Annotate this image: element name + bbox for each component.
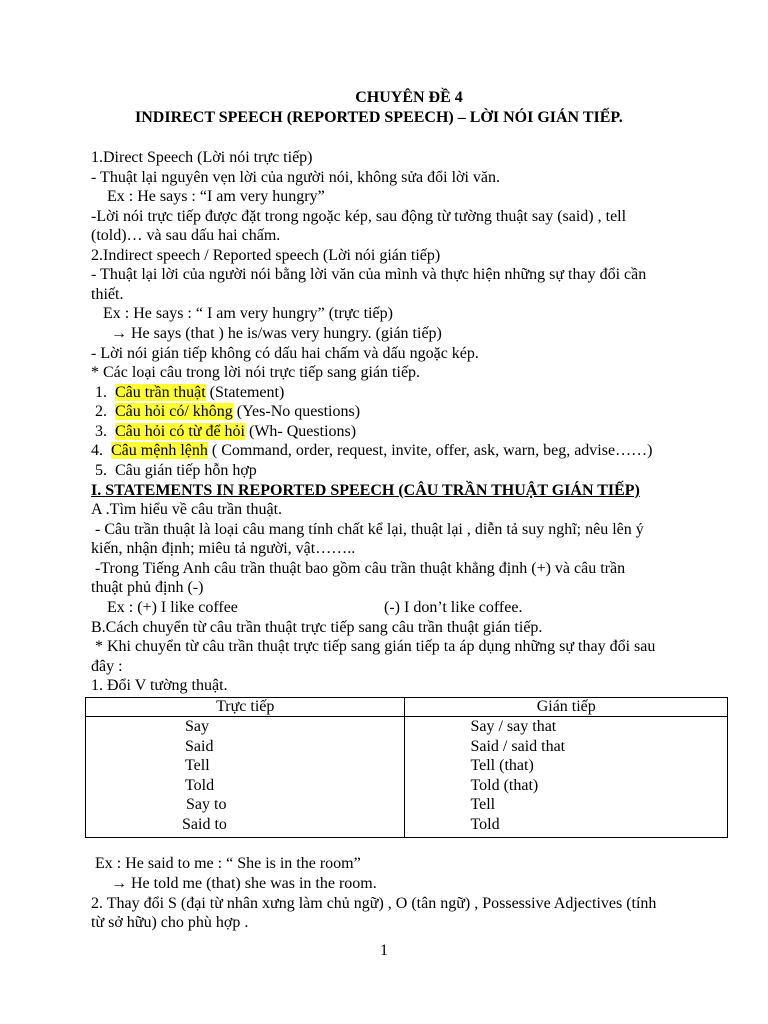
column-header-indirect: Gián tiếp bbox=[405, 698, 728, 717]
table-cell: Tell bbox=[470, 796, 496, 814]
paragraph-line: thiết. bbox=[91, 286, 124, 303]
page-number: 1 bbox=[380, 942, 388, 959]
table-cell: Say / say that bbox=[470, 718, 557, 735]
paragraph-line: - Thuật lại lời của người nói bằng lời văn của mình và thực hiện những sự thay đổi cần bbox=[91, 266, 647, 283]
example-line: Ex : He says : “I am very hungry” bbox=[91, 188, 325, 205]
example-negative: (-) I don’t like coffee. bbox=[384, 599, 523, 616]
highlighted-term: Câu hỏi có/ không bbox=[115, 403, 233, 420]
step-heading: 1. Đổi V tường thuật. bbox=[91, 677, 228, 694]
sentence-type-item: 3. Câu hỏi có từ để hỏi (Wh- Questions) bbox=[91, 423, 357, 440]
paragraph-line: - Lời nói gián tiếp không có dấu hai chấm và dấu ngoặc kép. bbox=[91, 345, 479, 362]
paragraph-line: * Các loại câu trong lời nói trực tiếp sang gián tiếp. bbox=[91, 364, 421, 381]
paragraph-line: 2. Thay đổi S (đại từ nhân xưng làm chủ ngữ) , O (tân ngữ) , Possessive Adjectives (tính bbox=[91, 895, 657, 912]
table-header-row bbox=[86, 698, 728, 717]
example-line: Ex : He says : “ I am very hungry” (trực tiếp) bbox=[91, 305, 393, 322]
paragraph-line: * Khi chuyển từ câu trần thuật trực tiếp sang gián tiếp ta áp dụng những sự thay đổi sau bbox=[91, 638, 656, 655]
sentence-type-item: 4. Câu mệnh lệnh ( Command, order, request, invite, offer, ask, warn, beg, advise……) bbox=[91, 442, 653, 459]
table-cell: Told bbox=[185, 776, 215, 794]
column-header-direct: Trực tiếp bbox=[86, 698, 405, 717]
paragraph-line: từ sở hữu) cho phù hợp . bbox=[91, 914, 249, 931]
direct-column bbox=[86, 717, 405, 838]
example-line: → He says (that ) he is/was very hungry. (gián tiếp) bbox=[91, 325, 442, 342]
paragraph-line: - Thuật lại nguyên vẹn lời của người nói, không sửa đổi lời văn. bbox=[91, 169, 501, 186]
table-cell: Said bbox=[185, 737, 214, 755]
table-body-row bbox=[86, 717, 728, 838]
paragraph-line: (told)… và sau dấu hai chấm. bbox=[91, 227, 281, 244]
highlighted-term: Câu trần thuật bbox=[115, 384, 206, 401]
table-cell: Told bbox=[470, 815, 500, 833]
table-cell: Tell bbox=[185, 757, 210, 775]
paragraph-line: -Lời nói trực tiếp được đặt trong ngoặc kép, sau động từ tường thuật say (said) , tell bbox=[91, 208, 627, 225]
paragraph-line: đây : bbox=[91, 658, 123, 675]
paragraph-line: -Trong Tiếng Anh câu trần thuật bao gồm câu trần thuật khẳng định (+) và câu trần bbox=[91, 560, 626, 577]
sentence-type-item: 2. Câu hỏi có/ không (Yes-No questions) bbox=[91, 403, 361, 420]
indirect-speech-heading: 2.Indirect speech / Reported speech (Lời nói gián tiếp) bbox=[91, 247, 441, 264]
table-cell: Tell (that) bbox=[470, 757, 534, 775]
sentence-type-item: 5. Câu gián tiếp hỗn hợp bbox=[91, 462, 257, 479]
paragraph-line: thuật phủ định (-) bbox=[91, 579, 204, 596]
table-cell: Said to bbox=[182, 815, 227, 833]
section-heading: I. STATEMENTS IN REPORTED SPEECH (CÂU TRẦN THUẬT GIÁN TIẾP) bbox=[91, 482, 640, 499]
table-cell: Say bbox=[185, 718, 209, 735]
table-cell: Say to bbox=[182, 796, 227, 814]
highlighted-term: Câu hỏi có từ để hỏi bbox=[115, 423, 245, 440]
example-line: Ex : He said to me : “ She is in the room” bbox=[91, 855, 361, 872]
document-title: INDIRECT SPEECH (REPORTED SPEECH) – LỜI NÓI GIÁN TIẾP. bbox=[135, 109, 623, 126]
table-cell: Said / said that bbox=[470, 737, 566, 755]
highlighted-term: Câu mệnh lệnh bbox=[111, 442, 208, 459]
table-cell: Told (that) bbox=[470, 776, 539, 794]
subsection-heading: B.Cách chuyển từ câu trần thuật trực tiếp sang câu trần thuật gián tiếp. bbox=[91, 619, 543, 636]
direct-speech-heading: 1.Direct Speech (Lời nói trực tiếp) bbox=[91, 149, 313, 166]
paragraph-line: - Câu trần thuật là loại câu mang tính chất kể lại, thuật lại , diễn tả suy nghĩ; nêu lên ý bbox=[91, 521, 644, 538]
sentence-type-item: 1. Câu trần thuật (Statement) bbox=[91, 384, 285, 401]
example-positive: Ex : (+) I like coffee bbox=[91, 599, 238, 616]
subsection-heading: A .Tìm hiểu về câu trần thuật. bbox=[91, 501, 283, 518]
chapter-title: CHUYÊN ĐỀ 4 bbox=[355, 89, 463, 106]
indirect-column bbox=[405, 717, 728, 838]
paragraph-line: kiến, nhận định; miêu tả người, vật…….. bbox=[91, 540, 356, 557]
example-line: → He told me (that) she was in the room. bbox=[91, 875, 377, 892]
reporting-verb-table bbox=[85, 697, 728, 838]
